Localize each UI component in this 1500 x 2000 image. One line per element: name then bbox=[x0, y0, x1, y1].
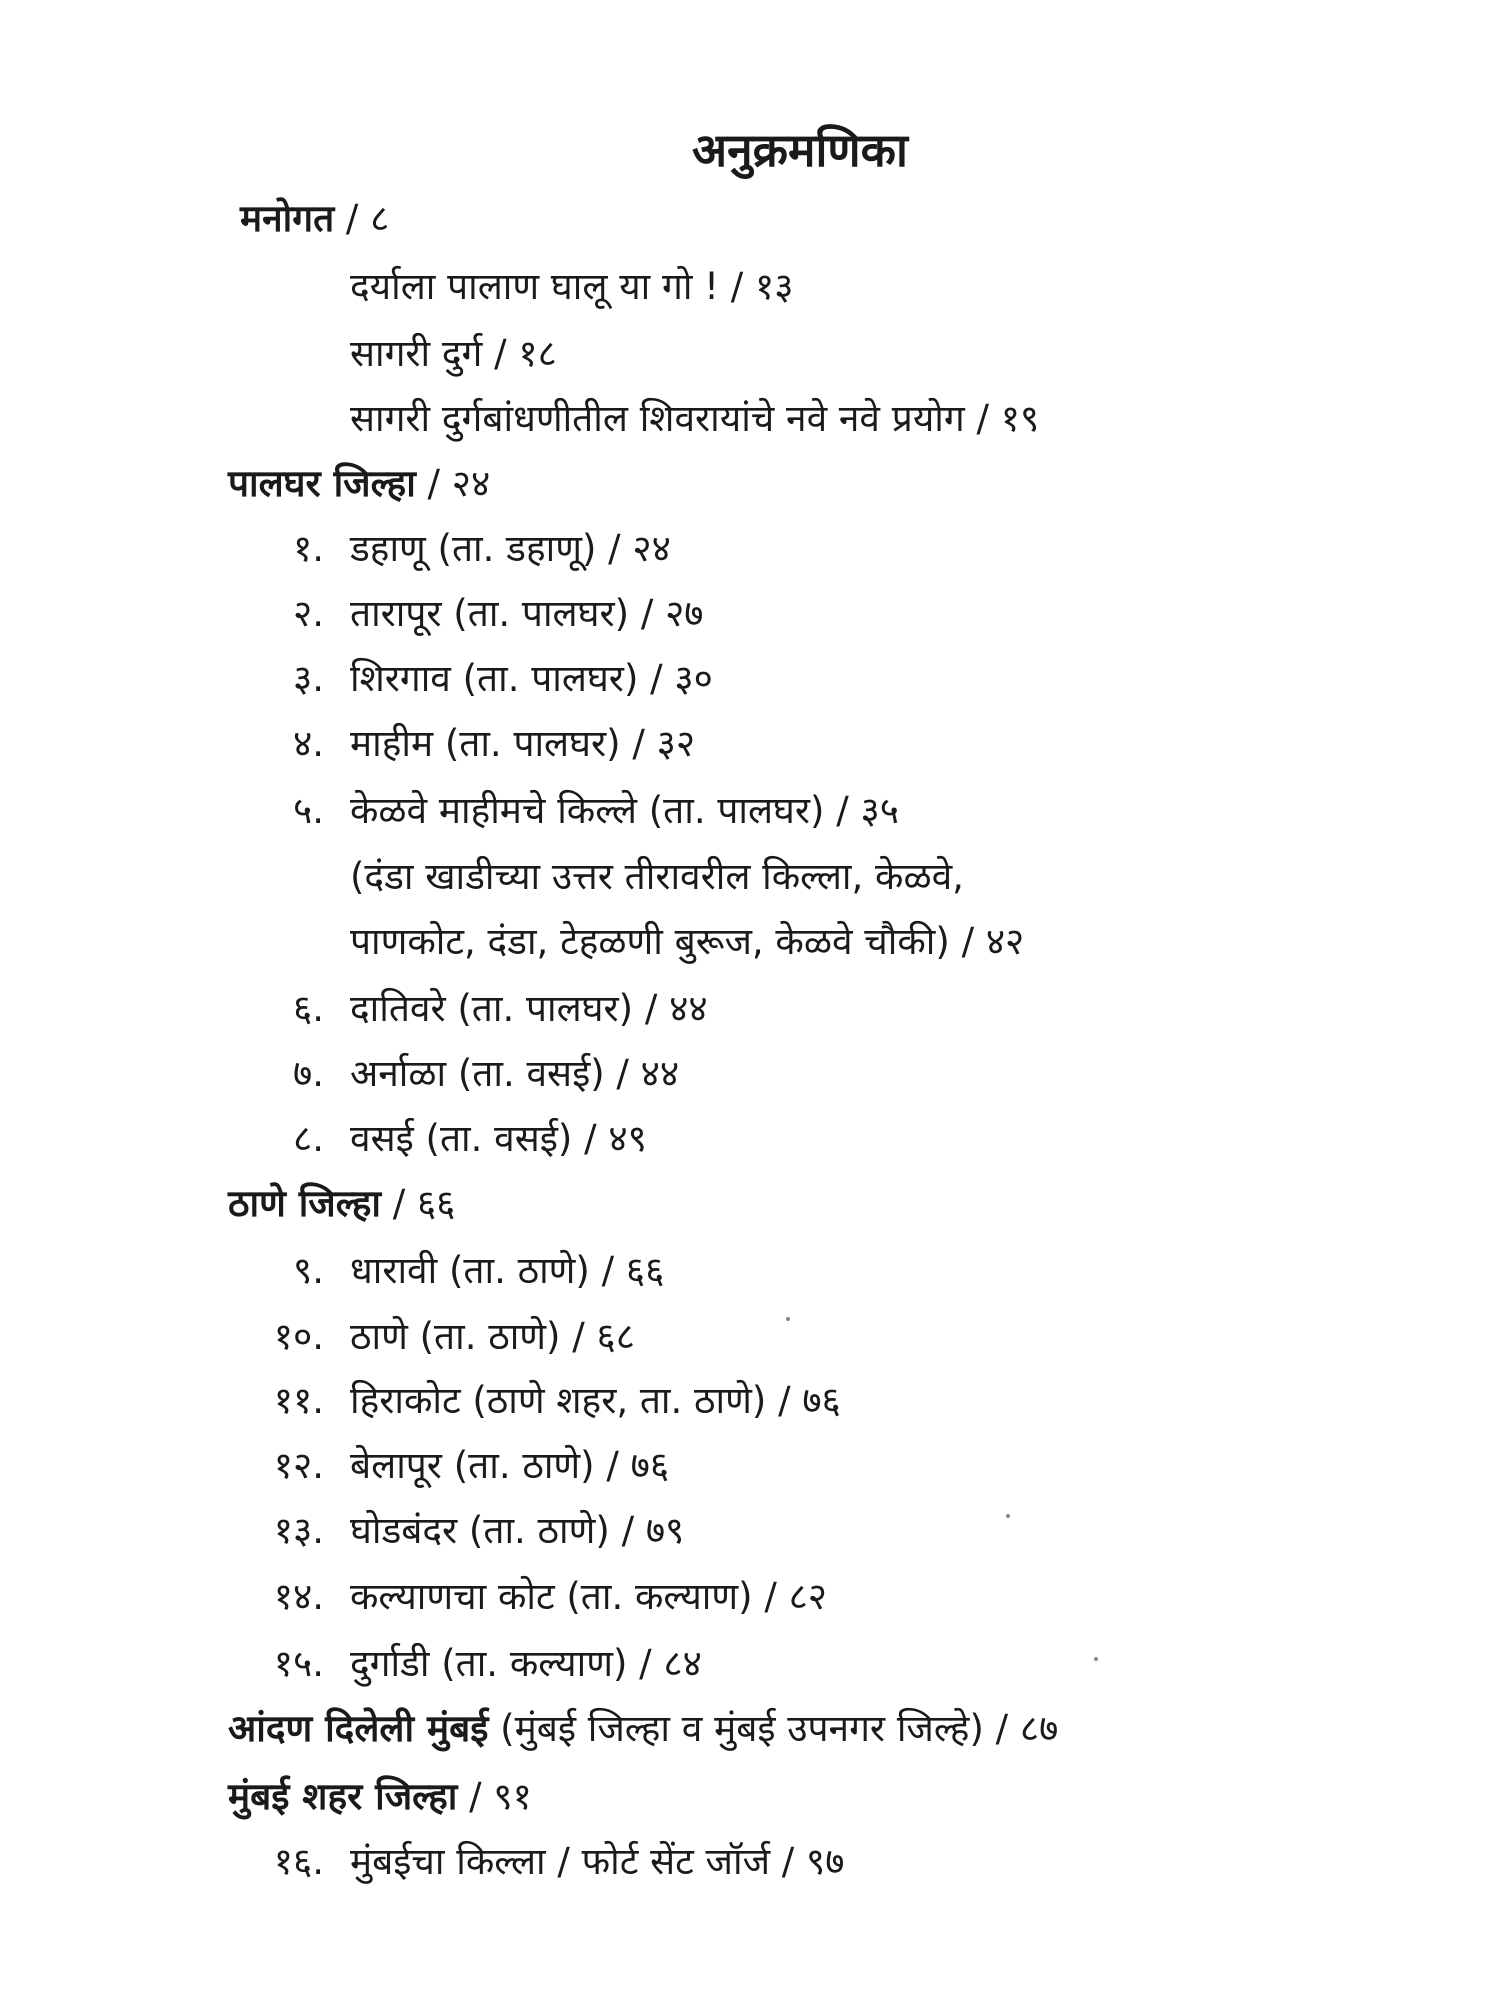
section-name: मनोगत bbox=[240, 197, 335, 240]
scan-speck bbox=[1006, 1514, 1010, 1518]
entry-title: धारावी (ता. ठाणे) bbox=[350, 1249, 590, 1292]
entry-number: ८. bbox=[292, 1117, 324, 1160]
page-number: २४ bbox=[451, 462, 491, 505]
toc-entry bbox=[350, 855, 964, 898]
entry-title: शिरगाव (ता. पालघर) bbox=[350, 657, 639, 700]
page-number: ३२ bbox=[656, 722, 696, 765]
entry-title: माहीम (ता. पालघर) bbox=[350, 722, 621, 765]
page-number: ८४ bbox=[663, 1642, 702, 1685]
toc-section bbox=[228, 1182, 456, 1225]
toc-entry bbox=[350, 332, 557, 375]
separator: / bbox=[770, 1840, 807, 1883]
separator: / bbox=[824, 789, 861, 832]
separator: / bbox=[334, 197, 371, 240]
toc-entry bbox=[273, 1444, 670, 1487]
entry-number: ४. bbox=[292, 722, 324, 765]
entry-number: २. bbox=[292, 592, 324, 635]
entry-title: तारापूर (ता. पालघर) bbox=[350, 592, 630, 635]
toc-section-preface bbox=[240, 197, 390, 240]
section-suffix: (मुंबई जिल्हा व मुंबई उपनगर जिल्हे) bbox=[500, 1707, 984, 1750]
entry-title: अर्नाळा (ता. वसई) bbox=[350, 1052, 605, 1095]
separator: / bbox=[572, 1117, 609, 1160]
toc-entry bbox=[350, 265, 794, 308]
entry-title: दातिवरे (ता. पालघर) bbox=[350, 987, 634, 1030]
entry-number: १०. bbox=[273, 1315, 324, 1358]
toc-entry bbox=[273, 1379, 841, 1422]
toc-entry bbox=[292, 657, 713, 700]
page-number: ६६ bbox=[416, 1182, 456, 1225]
page-number: ८२ bbox=[788, 1575, 828, 1618]
section-name: आंदण दिलेली मुंबई bbox=[228, 1707, 489, 1750]
entry-number: १. bbox=[292, 527, 324, 570]
toc-entry bbox=[292, 789, 899, 832]
page-number: ३० bbox=[674, 657, 713, 700]
page-number: ४४ bbox=[669, 987, 708, 1030]
separator: / bbox=[609, 1509, 646, 1552]
separator: / bbox=[633, 987, 670, 1030]
entry-title: घोडबंदर (ता. ठाणे) bbox=[350, 1509, 610, 1552]
toc-entry bbox=[273, 1575, 828, 1618]
toc-entry bbox=[273, 1840, 845, 1883]
toc-entry bbox=[292, 1052, 680, 1095]
separator: / bbox=[457, 1775, 494, 1818]
entry-number: ११. bbox=[273, 1379, 324, 1422]
separator: / bbox=[620, 722, 657, 765]
separator: / bbox=[380, 1182, 417, 1225]
page-number: ४९ bbox=[608, 1117, 647, 1160]
separator: / bbox=[594, 1444, 631, 1487]
toc-section bbox=[228, 462, 491, 505]
entry-title: सागरी दुर्गबांधणीतील शिवरायांचे नवे नवे प्रयोग bbox=[350, 397, 965, 440]
page-number: ४४ bbox=[640, 1052, 680, 1095]
separator: / bbox=[719, 265, 756, 308]
entry-title: ठाणे (ता. ठाणे) bbox=[350, 1315, 561, 1358]
toc-entry bbox=[273, 1315, 635, 1358]
entry-title: मुंबईचा किल्ला / फोर्ट सेंट जॉर्ज bbox=[350, 1840, 771, 1883]
page-number: १८ bbox=[518, 332, 557, 375]
toc-entry bbox=[273, 1642, 702, 1685]
toc-entry bbox=[292, 987, 708, 1030]
page-number: १३ bbox=[755, 265, 794, 308]
page-number: ८७ bbox=[1019, 1707, 1059, 1750]
toc-section bbox=[228, 1707, 1059, 1750]
page-number: ७६ bbox=[802, 1379, 841, 1422]
entry-number: १२. bbox=[273, 1444, 324, 1487]
separator: / bbox=[752, 1575, 789, 1618]
separator: / bbox=[964, 397, 1001, 440]
page-number: १९ bbox=[1000, 397, 1040, 440]
entry-number: ९. bbox=[292, 1249, 324, 1292]
entry-title: सागरी दुर्ग bbox=[350, 332, 483, 375]
section-name: पालघर जिल्हा bbox=[228, 462, 416, 505]
page-number: ७६ bbox=[630, 1444, 670, 1487]
page-number: २७ bbox=[665, 592, 704, 635]
separator: / bbox=[596, 527, 633, 570]
toc-entry bbox=[273, 1509, 685, 1552]
separator: / bbox=[949, 920, 986, 963]
entry-number: १३. bbox=[273, 1509, 324, 1552]
page-number: ७९ bbox=[645, 1509, 685, 1552]
entry-title: केळवे माहीमचे किल्ले (ता. पालघर) bbox=[350, 789, 825, 832]
separator: / bbox=[589, 1249, 626, 1292]
separator: / bbox=[560, 1315, 597, 1358]
separator: / bbox=[766, 1379, 803, 1422]
toc-entry bbox=[292, 527, 671, 570]
page-number: ९७ bbox=[806, 1840, 845, 1883]
entry-title: बेलापूर (ता. ठाणे) bbox=[350, 1444, 595, 1487]
toc-entry bbox=[292, 592, 704, 635]
scan-speck bbox=[786, 1317, 790, 1321]
toc-entry bbox=[292, 722, 696, 765]
separator: / bbox=[638, 657, 675, 700]
page-number: ४२ bbox=[985, 920, 1025, 963]
entry-number: ३. bbox=[292, 657, 324, 700]
separator: / bbox=[629, 592, 666, 635]
space bbox=[488, 1707, 500, 1750]
page-number: ६६ bbox=[625, 1249, 665, 1292]
entry-title: पाणकोट, दंडा, टेहळणी बुरूज, केळवे चौकी) bbox=[350, 920, 950, 963]
toc-entry bbox=[350, 920, 1025, 963]
toc-entry bbox=[350, 397, 1040, 440]
page-number: ३५ bbox=[860, 789, 899, 832]
entry-number: १५. bbox=[273, 1642, 324, 1685]
page-number: २४ bbox=[632, 527, 671, 570]
page-number: ९१ bbox=[493, 1775, 532, 1818]
toc-entry bbox=[292, 1249, 665, 1292]
page-number: ८ bbox=[370, 197, 390, 240]
page-number: ६८ bbox=[596, 1315, 635, 1358]
section-name: मुंबई शहर जिल्हा bbox=[228, 1775, 458, 1818]
entry-number: १६. bbox=[273, 1840, 324, 1883]
separator: / bbox=[983, 1707, 1020, 1750]
toc-entry bbox=[292, 1117, 647, 1160]
toc-section bbox=[228, 1775, 532, 1818]
scan-speck bbox=[1094, 1657, 1098, 1661]
separator: / bbox=[482, 332, 519, 375]
section-name: ठाणे जिल्हा bbox=[228, 1182, 381, 1225]
entry-number: ७. bbox=[292, 1052, 324, 1095]
entry-title: दर्याला पालाण घालू या गो ! bbox=[350, 265, 720, 308]
entry-number: ६. bbox=[292, 987, 324, 1030]
entry-title: डहाणू (ता. डहाणू) bbox=[350, 527, 597, 570]
entry-title: कल्याणचा कोट (ता. कल्याण) bbox=[350, 1575, 753, 1618]
page-title: अनुक्रमणिका bbox=[692, 123, 908, 177]
entry-number: १४. bbox=[273, 1575, 324, 1618]
separator: / bbox=[604, 1052, 641, 1095]
separator: / bbox=[627, 1642, 664, 1685]
entry-title: (दंडा खाडीच्या उत्तर तीरावरील किल्ला, केळवे, bbox=[350, 855, 964, 898]
entry-title: वसई (ता. वसई) bbox=[350, 1117, 573, 1160]
separator: / bbox=[415, 462, 452, 505]
entry-title: हिराकोट (ठाणे शहर, ता. ठाणे) bbox=[350, 1379, 767, 1422]
entry-number: ५. bbox=[292, 789, 324, 832]
entry-title: दुर्गाडी (ता. कल्याण) bbox=[350, 1642, 628, 1685]
